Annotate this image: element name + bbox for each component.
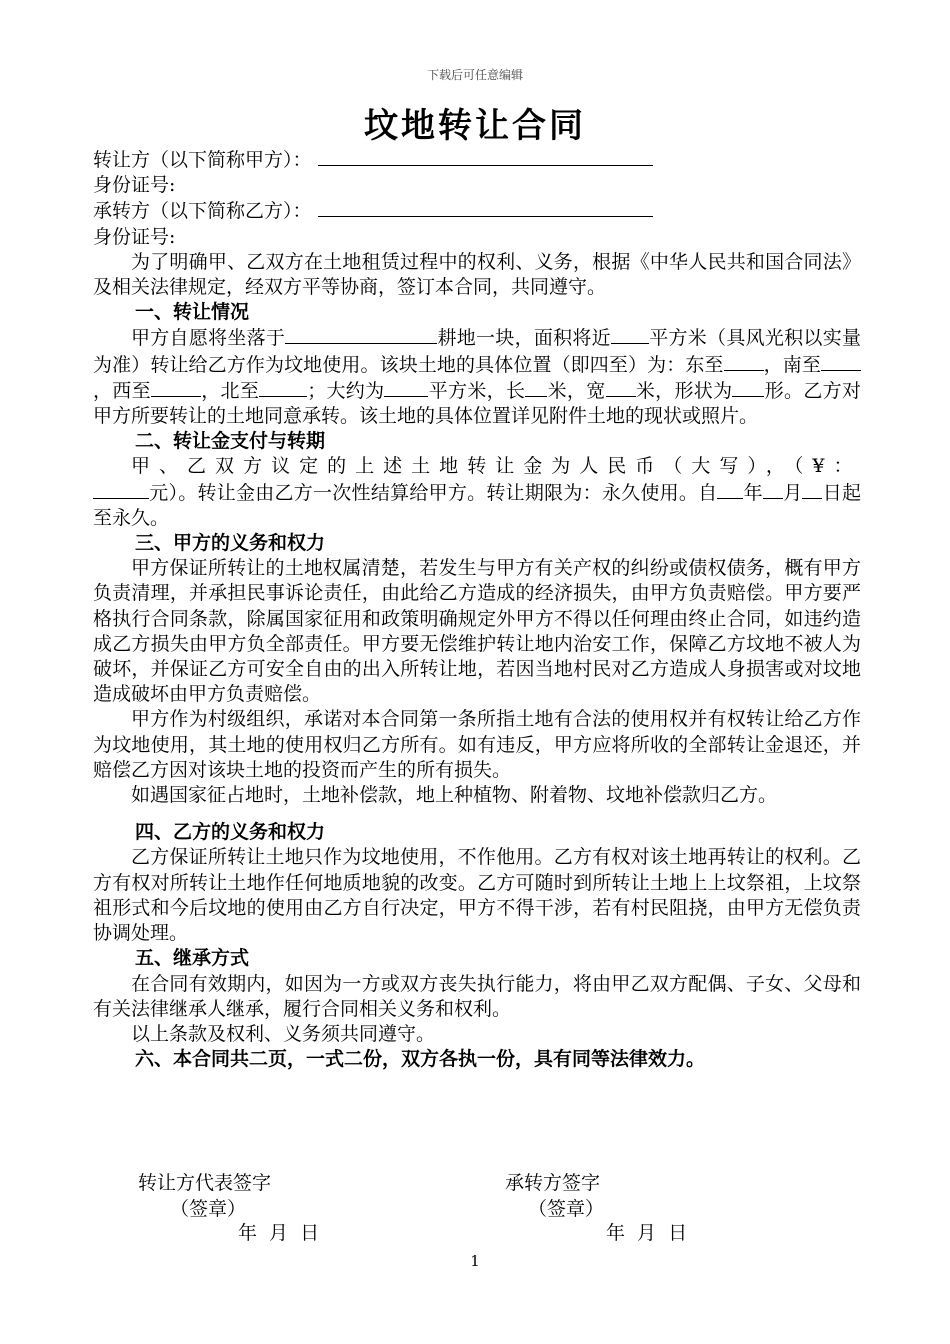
west-blank[interactable] [151, 378, 201, 397]
approx-area-blank[interactable] [384, 378, 428, 397]
transferee-blank[interactable] [318, 198, 653, 217]
amount-blank[interactable] [93, 480, 149, 499]
north-blank[interactable] [259, 378, 307, 397]
section-5-heading: 五、继承方式 [135, 947, 250, 970]
width-blank[interactable] [606, 378, 636, 397]
section-2-paragraph: 甲、乙双方议定的上述土地转让金为人民币（大写），（¥：元）。转让金由乙方一次性结算给甲方。转让期限为：永久使用。自 年 月 日起至永久。 [93, 455, 861, 529]
south-blank[interactable] [821, 352, 861, 371]
east-blank[interactable] [724, 352, 764, 371]
shape-blank[interactable] [732, 378, 764, 397]
transferor-signature-label: 转让方代表签字 [138, 1172, 272, 1194]
transferee-id-line: 身份证号: [93, 225, 176, 248]
month-blank[interactable] [763, 480, 783, 499]
section-1-heading: 一、转让情况 [135, 301, 250, 324]
transferor-id-line: 身份证号: [93, 174, 176, 197]
section-2-heading: 二、转让金支付与转期 [135, 430, 326, 453]
transferee-line: 承转方（以下简称乙方）： [93, 198, 861, 224]
section-3-paragraph-2: 甲方作为村级组织，承诺对本合同第一条所指土地有合法的使用权并有权转让给乙方作为坟地使用，其土地的使用权归乙方所有。如有违反，甲方应将所收的全部转让金退还，并赔偿乙方因对该块土地的投资而产生的所有损失。 [93, 708, 861, 781]
page-title: 坟地转让合同 [364, 106, 586, 146]
transferee-signature-label: 承转方签字 [505, 1172, 601, 1194]
transferor-line: 转让方（以下简称甲方）： [93, 147, 861, 173]
transferor-date: 年 月 日 [238, 1222, 320, 1244]
section-3-paragraph-3: 如遇国家征占地时，土地补偿款，地上种植物、附着物、坟地补偿款归乙方。 [131, 784, 778, 807]
transferor-seal: （签章） [170, 1198, 247, 1220]
location-blank[interactable] [285, 325, 437, 344]
area-blank[interactable] [611, 325, 649, 344]
section-1-paragraph: 甲方自愿将坐落于 耕地一块，面积将近 平方米（具风光积以实量为准）转让给乙方作为坟地使用。该块土地的具体位置（即四至）为：东至 ，南至，西至 ，北至 ；大约为 平方米，长 米，宽 米，形状为 形。乙方对甲方所要转让的土地同意承转。该土地的具体位置详见附件土地的现状或照片。 [93, 327, 861, 428]
intro-paragraph: 为了明确甲、乙双方在土地租赁过程中的权利、义务，根据《中华人民共和国合同法》及相关法律规定，经双方平等协商，签订本合同，共同遵守。 [93, 250, 861, 299]
section-4-heading: 四、乙方的义务和权力 [135, 821, 326, 844]
section-6-heading: 六、本合同共二页，一式二份，双方各执一份，具有同等法律效力。 [135, 1048, 706, 1071]
section-3-paragraph-1: 甲方保证所转让的土地权属清楚，若发生与甲方有关产权的纠纷或债权债务，概有甲方负责清理，并承担民事诉论责任，由此给乙方造成的经济损失，由甲方负责赔偿。甲方要严格执行合同条款，除属国家征用和政策明确规定外甲方不得以任何理由终止合同，如违约造成乙方损失由甲方负全部责任。甲方要无偿维护转让地内治安工作，保障乙方坟地不被人为破坏，并保证乙方可安全自由的出入所转让地，若因当地村民对乙方造成人身损害或对坟地造成破坏由甲方负责赔偿。 [93, 557, 861, 706]
page-number: 1 [470, 1252, 480, 1270]
transferor-blank[interactable] [318, 147, 653, 166]
day-blank[interactable] [802, 480, 822, 499]
length-blank[interactable] [525, 378, 547, 397]
section-4-paragraph: 乙方保证所转让土地只作为坟地使用，不作他用。乙方有权对该土地再转让的权利。乙方有权对所转让土地作任何地质地貌的改变。乙方可随时到所转让土地上上坟祭祖，上坟祭祖形式和今后坟地的使用由乙方自行决定，甲方不得干涉，若有村民阻挠，由甲方无偿负责协调处理。 [93, 846, 861, 945]
section-5-paragraph-1: 在合同有效期内，如因为一方或双方丧失执行能力，将由甲乙双方配偶、子女、父母和有关法律继承人继承，履行合同相关义务和权利。 [93, 972, 861, 1020]
transferee-seal: （签章） [528, 1198, 605, 1220]
section-5-paragraph-2: 以上条款及权利、义务须共同遵守。 [131, 1022, 436, 1045]
transferee-date: 年 月 日 [606, 1222, 688, 1244]
watermark: 下载后可任意编辑 [426, 68, 523, 82]
contract-body [93, 147, 861, 1072]
section-3-heading: 三、甲方的义务和权力 [135, 532, 326, 555]
year-blank[interactable] [717, 480, 743, 499]
